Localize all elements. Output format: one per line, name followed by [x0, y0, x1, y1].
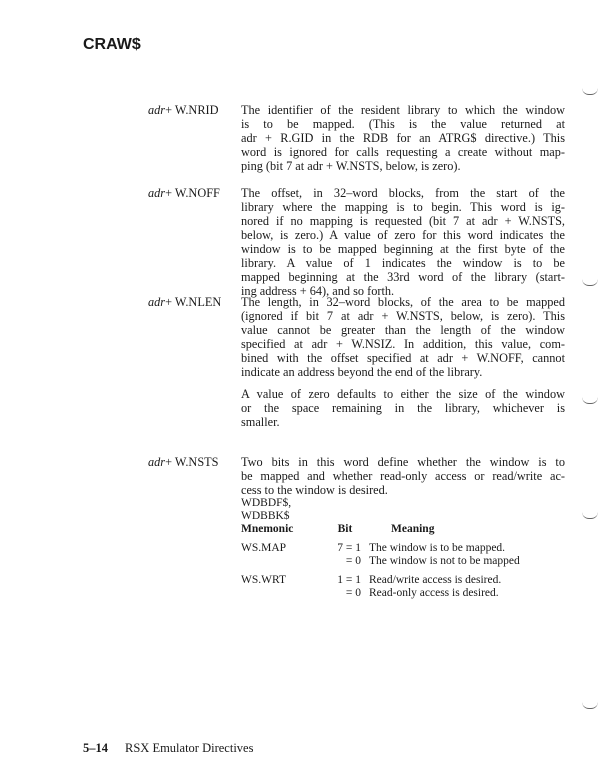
field-description — [241, 455, 565, 497]
binding-mark — [582, 702, 598, 709]
table-pre-header — [241, 497, 571, 510]
field-description — [241, 103, 565, 173]
description-paragraph — [241, 103, 565, 173]
text-line: ping (bit 7 at adr + W.NSTS, below, is zero). — [241, 159, 461, 173]
term-prefix: adr — [148, 103, 166, 117]
field-description — [241, 186, 565, 298]
text-line: window is to be mapped beginning at the first byte of the — [241, 242, 565, 256]
field-term — [148, 186, 220, 200]
table-header-row — [241, 523, 571, 536]
status-bits-table — [241, 497, 571, 600]
table-row — [241, 542, 571, 555]
cell-mnemonic: WS.WRT — [241, 574, 286, 586]
header-mnemonic: Mnemonic — [241, 523, 294, 535]
binding-mark — [582, 512, 598, 519]
cell-meaning: Read/write access is desired. — [369, 574, 502, 586]
pre-header-line: WDBBK$ — [241, 510, 290, 522]
term-field: + W.NLEN — [165, 295, 222, 309]
text-line: adr + R.GID in the RDB for an ATRG$ directive.) This — [241, 131, 565, 145]
footer-section: RSX Emulator Directives — [125, 741, 254, 755]
page-title: CRAW$ — [83, 36, 141, 53]
description-paragraph — [241, 186, 565, 298]
text-line: The length, in 32–word blocks, of the area to be mapped — [241, 295, 565, 309]
text-line: word is ignored for calls requesting a create without map- — [241, 145, 565, 159]
text-line: nored if no mapping is requested (bit 7 at adr + W.NSTS, — [241, 214, 565, 228]
page-number: 5–14 — [83, 741, 108, 755]
header-meaning: Meaning — [391, 523, 435, 535]
term-field: + W.NSTS — [165, 455, 219, 469]
text-line: bined with the offset specified at adr + W.NOFF, cannot — [241, 351, 565, 365]
text-line: specified at adr + W.NSIZ. In addition, this value, com- — [241, 337, 565, 351]
text-line: library where the mapping is to begin. This word is ig- — [241, 200, 565, 214]
text-line: below, is zero.) A value of zero for this word indicates the — [241, 228, 565, 242]
text-line: The identifier of the resident library to which the window — [241, 103, 565, 117]
field-description — [241, 295, 565, 429]
text-line: (ignored if bit 7 at adr + W.NSTS, below, is zero). This — [241, 309, 565, 323]
text-line: A value of zero defaults to either the size of the window — [241, 387, 565, 401]
text-line: Two bits in this word define whether the window is to — [241, 455, 565, 469]
binding-mark — [582, 88, 598, 95]
pre-header-line: WDBDF$, — [241, 497, 292, 509]
cell-meaning: The window is to be mapped. — [369, 542, 506, 554]
field-term — [148, 295, 221, 309]
text-line: cess to the window is desired. — [241, 483, 388, 497]
header-bit: Bit — [337, 523, 353, 535]
text-line: or the space remaining in the library, whichever is — [241, 401, 565, 415]
cell-bit: 1 = 1 — [337, 574, 361, 586]
term-field: + W.NRID — [165, 103, 219, 117]
text-line: The offset, in 32–word blocks, from the start of the — [241, 186, 565, 200]
description-paragraph — [241, 295, 565, 379]
text-line: smaller. — [241, 415, 280, 429]
cell-bit: = 0 — [345, 555, 361, 567]
cell-mnemonic: WS.MAP — [241, 542, 287, 554]
text-line: value cannot be greater than the length of the window — [241, 323, 565, 337]
binding-mark — [582, 279, 598, 286]
text-line: is to be mapped. (This is the value returned at — [241, 117, 565, 131]
field-term — [148, 455, 219, 469]
table-row — [241, 587, 571, 600]
term-prefix: adr — [148, 186, 166, 200]
cell-meaning: Read-only access is desired. — [369, 587, 499, 599]
term-prefix: adr — [148, 295, 166, 309]
text-line: library. A value of 1 indicates the window is to be — [241, 256, 565, 270]
text-line: mapped beginning at the 33rd word of the library (start- — [241, 270, 565, 284]
text-line: be mapped and whether read-only access or read/write ac- — [241, 469, 565, 483]
field-term — [148, 103, 219, 117]
description-paragraph — [241, 455, 565, 497]
cell-bit: = 0 — [345, 587, 361, 599]
text-line: ing address + 64), and so forth. — [241, 284, 395, 298]
description-paragraph — [241, 387, 565, 429]
table-pre-header — [241, 510, 571, 523]
binding-mark — [582, 397, 598, 404]
text-line: indicate an address beyond the end of the library. — [241, 365, 483, 379]
term-field: + W.NOFF — [165, 186, 220, 200]
table-row — [241, 555, 571, 568]
term-prefix: adr — [148, 455, 166, 469]
cell-bit: 7 = 1 — [337, 542, 361, 554]
cell-meaning: The window is not to be mapped — [369, 555, 520, 567]
table-row — [241, 574, 571, 587]
